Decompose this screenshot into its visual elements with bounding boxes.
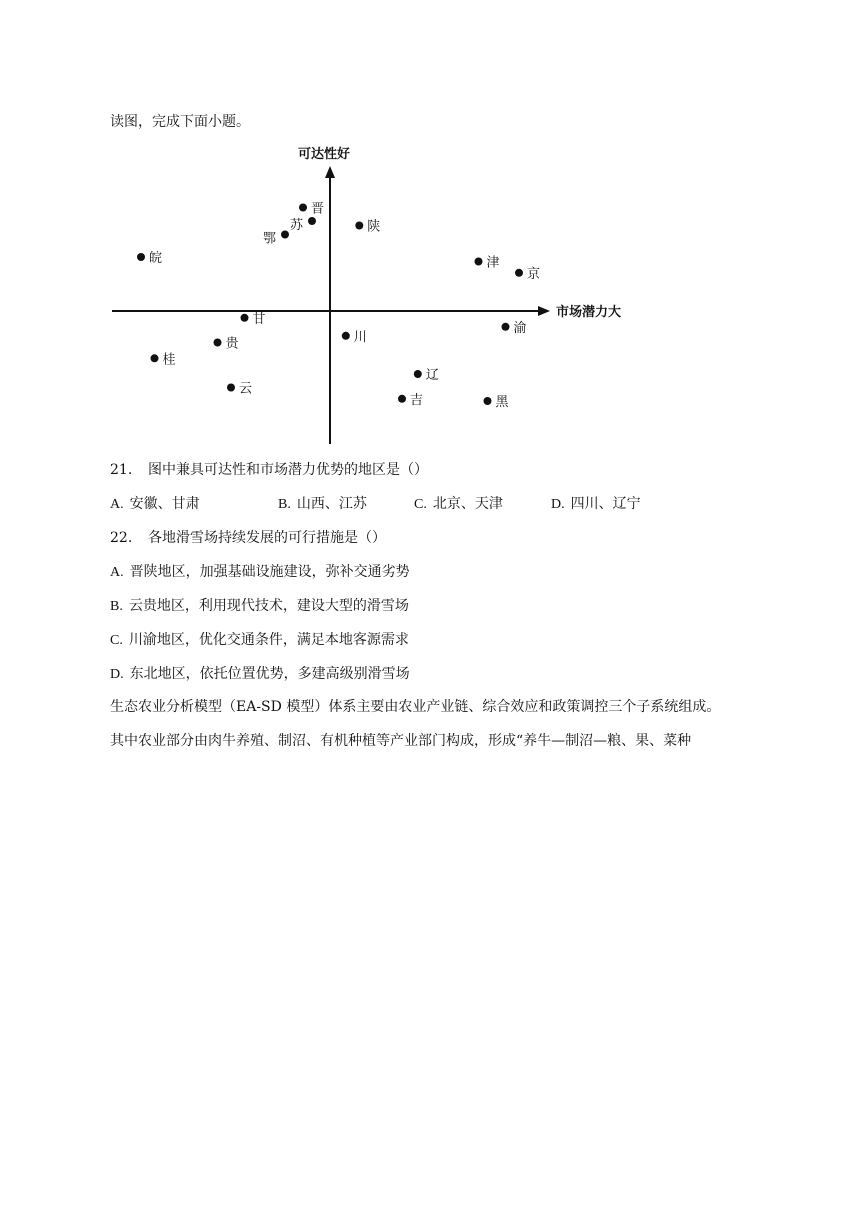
option-d	[551, 494, 641, 515]
question-21	[110, 460, 428, 480]
point-3	[355, 222, 363, 230]
point-label-5: 津	[486, 255, 500, 271]
question-22	[110, 528, 386, 548]
point-label-4: 皖	[149, 251, 163, 266]
point-6	[515, 269, 523, 277]
point-label-3: 陕	[367, 219, 381, 235]
y-axis-label: 可达性好	[298, 147, 351, 162]
point-2	[281, 231, 289, 239]
point-14	[398, 395, 406, 403]
option-text: 晋陕地区，加强基础设施建设，弥补交通劣势	[129, 564, 410, 580]
point-11	[151, 354, 159, 362]
option-text: 川渝地区，优化交通条件，满足本地客源需求	[128, 632, 409, 648]
passage-line-1: 生态农业分析模型（EA-SD 模型）体系主要由农业产业链、综合效应和政策调控三个子系统组成。	[110, 699, 721, 715]
point-label-7: 甘	[252, 311, 266, 327]
option-d	[110, 664, 410, 685]
point-label-0: 晋	[311, 201, 325, 217]
option-a	[110, 562, 410, 583]
option-c	[110, 630, 409, 651]
point-label-2: 鄂	[263, 231, 277, 247]
passage-line-2: 其中农业部分由肉牛养殖、制沼、有机种植等产业部门构成，形成“养牛—制沼—粮、果、菜种	[110, 733, 692, 749]
point-1	[308, 217, 316, 225]
question-number: 22.	[110, 530, 133, 546]
point-label-13: 云	[239, 381, 253, 397]
intro-text: 读图，完成下面小题。	[110, 114, 250, 130]
point-label-12: 辽	[425, 368, 439, 383]
point-label-11: 桂	[162, 352, 176, 368]
option-letter: C.	[110, 633, 123, 648]
option-text: 四川、辽宁	[570, 496, 641, 512]
point-7	[241, 314, 249, 322]
option-text: 山西、江苏	[296, 496, 367, 512]
point-10	[214, 339, 222, 347]
option-letter: B.	[278, 497, 291, 512]
question-stem: 图中兼具可达性和市场潜力优势的地区是（）	[148, 462, 428, 478]
point-label-8: 渝	[513, 320, 527, 336]
point-0	[299, 204, 307, 212]
option-b	[110, 596, 409, 617]
y-axis-arrow	[325, 166, 335, 178]
x-axis-arrow	[538, 306, 550, 316]
point-4	[137, 253, 145, 261]
question-number: 21.	[110, 462, 133, 478]
point-13	[227, 384, 235, 392]
option-letter: D.	[551, 497, 565, 512]
option-b	[278, 494, 367, 515]
point-label-9: 川	[353, 329, 367, 345]
option-a	[110, 494, 200, 515]
scatter-chart	[0, 0, 860, 460]
option-text: 安徽、甘肃	[129, 496, 200, 512]
point-8	[502, 323, 510, 331]
point-9	[342, 332, 350, 340]
point-label-1: 苏	[290, 218, 304, 233]
option-text: 东北地区，依托位置优势，多建高级别滑雪场	[129, 666, 410, 682]
option-letter: C.	[414, 497, 427, 512]
point-label-10: 贵	[225, 336, 239, 352]
point-label-6: 京	[527, 266, 541, 282]
option-letter: B.	[110, 599, 123, 614]
option-letter: D.	[110, 667, 124, 682]
point-label-14: 吉	[410, 392, 424, 408]
point-label-15: 黑	[495, 395, 509, 410]
point-15	[484, 397, 492, 405]
option-text: 云贵地区，利用现代技术，建设大型的滑雪场	[128, 598, 409, 614]
option-c	[414, 494, 503, 515]
point-5	[475, 258, 483, 266]
option-text: 北京、天津	[432, 496, 503, 512]
x-axis-label: 市场潜力大	[556, 305, 622, 320]
option-letter: A.	[110, 497, 124, 512]
question-stem: 各地滑雪场持续发展的可行措施是（）	[148, 530, 386, 546]
point-12	[414, 370, 422, 378]
option-letter: A.	[110, 565, 124, 580]
